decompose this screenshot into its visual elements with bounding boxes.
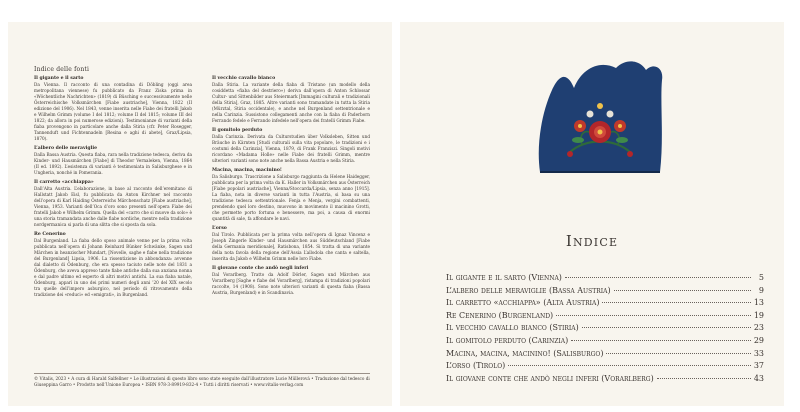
source-entry [212,168,370,222]
left-page [8,22,392,406]
toc-leader [565,277,751,278]
sources-column-2 [212,76,370,300]
toc-row [446,349,764,362]
source-entry [212,76,370,124]
hat-shape [539,61,663,172]
toc-row [446,374,764,387]
toc-leader [556,315,751,316]
toc-entry-title: Il gigante e il sarto (Vienna) [446,273,562,282]
toc-page-number: 19 [753,310,764,320]
toc-page-number: 9 [758,285,764,295]
source-title: Il gomitolo perduto [212,128,263,133]
source-entry [212,266,370,296]
toc-row [446,361,764,374]
source-entry [34,76,192,142]
source-entry [34,180,192,228]
toc-page-number: 23 [753,323,764,333]
source-entry [34,146,192,176]
sources-heading: Indice delle fonti [34,66,90,73]
toc-entry-title: L’albero delle meraviglie (Bassa Austria) [446,285,611,295]
table-of-contents [446,273,764,386]
toc-entry-title: Il gomitolo perduto (Carinzia) [446,335,569,345]
source-text: Dalla Stiria. La variante della fiaba di Tristano (un modello della cosiddetta «fiaba del destriero») deriva dall’opera di Anton Schlossar Cultur- und Sittenbilder aus Steiermark [Immagini culturali e tradizionali della Stiria], Graz, 1885. Altre varianti sono tramandate in tutta la Stiria (Mürztal, Stiria occidentale), e anche nel Burgenland settentrionale e nella Carinzia. Sussistono collegamenti anche con la fiaba di Paderborn Ferrando fedele e Ferrando infedele nell’opera dei fratelli Grimm Fiabe. [212,82,370,123]
source-title: L’albero delle meraviglie [34,146,98,151]
toc-row [446,286,764,299]
toc-entry-title: Il carretto «acchiappa» (Alta Austria) [446,298,600,308]
source-text: Da Vienna. Il racconto di una contadina di Döbling (oggi area metropolitana viennese) fu pubblicato da Franz Ziska prima in «Wöchentliche Nachrichten» (1819) di Büsching e successivamente nelle Österreichische Volksmärchen [Fiabe austriache], Vienna, 1822 (II edizione del 1906). Nel 1843, venne inserita nelle Fiabe dei fratelli Jakob e Wilhelm Grimm (volume I del 1812; volume II del 1815; volume III del 1822; da allora in poi numerose edizioni). Testimonianze di varianti della fiaba provengono in particolare anche dalla Stiria (cfr. Peter Rosegger, Tannenduft und Fichtennadeln [Resina e aghi di abete], Graz/Lipsia, 1870). [34,82,192,141]
right-page [400,22,784,406]
toc-leader [571,340,751,341]
toc-leader [657,378,751,379]
source-text: Da Salisburgo. Trascrizione a Salisburgo raggiunta da Helene Haidegger, pubblicata per la prima volta da K. Haller in Volksmärchen aus Österreich [Fiabe popolari austriache], Vienna/Stoccarda/Lipsia, senza anno [1915]. La fiaba, nota in diverse varianti in tutta l’Austria, si basa su una tradizione tedesca settentrionale. Fenja e Menja, vergini combattenti, prendendo quel loro destino, muovono in movimento il macinino Grotti, che permette porto fortuna e benessere, ma poi, a causa di enormi quantità di sale, fa affondare le navi. [212,174,370,221]
sources-columns [34,76,374,366]
source-text: Dal Tirolo. Pubblicata per la prima volta nell’opera di Ignaz Vincenz e Joseph Zingerle Kinder- und Hausmärchen aus Süddeutschland [Fiabe della Germania meridionale], Ratisbona, 1854. Si tratta di una variante della nota favola della regione dell’Assia L’allodola che canta e saltella, inserita da Jakob e Wilhelm Grimm nelle loro Fiabe. [212,232,370,261]
source-text: Dal Burgenland. La fiaba dello sposo animale venne per la prima volta pubblicata nell’opera di Johann Reinhard Bünker Schwänke, Sagen und Märchen in heanzischer Mundart, [Novelle, saghe e fiabe nella tradizione del Burgenland] Lipsia, 1906. La rissentizione in abbondanza: avvenne dal dialetto di Ödenburg, che era spesso taciuto nelle note del 1831 a Ödenburg, che aveva appreso tante fiabe antiche dalla sua anziana nonna e dal padre ultimo ed esperto di altri motivi antichi. La sua fiaba natale, Ödenburg, apparì in uno dei primi numeri degli anni ’20 del XIX secolo tra quelle dell’impero asburgico, nel periodo di ritrovamento della tradizione dei «reduci» ed «emigrati», in Burgenland. [34,238,192,297]
source-entry [212,128,370,164]
source-title: Il gigante e il sarto [34,76,84,81]
toc-row [446,336,764,349]
toc-entry-title: Il vecchio cavallo bianco (Stiria) [446,323,579,333]
index-title: Indice [565,232,619,250]
toc-page-number: 13 [753,298,764,308]
source-text: Dall’Alta Austria. L’elaborazione, in base al racconto dell’eremitano di Hallstatt Jakob Eisl, fu pubblicata da Anton Kirchner nel racconto dell’opera di Karl Haiding Österreichs Märchenschatz [Fiabe austriache], Vienna, 1953. Varianti dell’Oca d’oro sono presenti nell’opera Fiabe dei fratelli Jakob e Wilhelm Grimm. Quella del «carro che si muove da solo» è una storia tramandata anche dalle fiabe nordiche, mentre nella tradizione nordgermanica si parla di una slitta che si sposta da sola. [34,186,192,227]
toc-leader [508,365,751,366]
toc-entry-title: L’orso (Tirolo) [446,361,506,371]
source-text: Dalla Carinzia. Derivata da Culturstudien über Volksleben, Sitten und Bräuche in Kärnten [Studi culturali sulla vita popolare, le tradizioni e i costumi della Carinzia], Vienna, 1879, di Frank Franziszi. Singoli motivi ricordano «Madama Holle» nelle Fiabe dei fratelli Grimm, mentre ulteriori varianti sono note anche nella Bassa Austria e nella Stiria. [212,134,370,163]
source-entry [34,232,192,298]
toc-leader [582,327,751,328]
source-entry [212,226,370,262]
source-text: Dalla Bassa Austria. Questa fiaba, rara nella tradizione tedesca, deriva da Kinder- und Hausmärchen [Fiabe] di Theodor Vernaleken, Vienna, 1864 (II ed. 1892). L’esistenza di varianti è testimoniata in Salisburghese e in Ungheria, nonché in Pomerania. [34,152,192,175]
toc-row [446,311,764,324]
source-title: Il carretto «acchiappa» [34,180,94,185]
toc-leader [602,302,750,303]
hat-illustration [530,54,670,178]
toc-entry-title: Il giovane conte che andò negli inferi (Vorarlberg) [446,373,654,383]
toc-leader [606,353,750,354]
toc-leader [614,290,751,291]
toc-page-number: 5 [758,273,764,282]
toc-page-number: 29 [753,335,764,345]
source-title: L’orso [212,226,227,231]
toc-page-number: 43 [753,373,764,383]
toc-page-number: 33 [753,348,764,358]
source-text: Dal Vorarlberg. Tratto da Adolf Dörler, Sagen und Märchen aus Vorarlberg [Saghe e fiabe del Vorarlberg], ristampa di tradizioni popolari raccolte, 14 (1908). Sono note ulteriori varianti di questa fiaba (Bassa Austria, Burgenland) e in Scandinavia. [212,272,370,295]
toc-entry-title: Macina, macina, macinino! (Salisburgo) [446,348,604,358]
colophon: © Vitalis, 2023 • A cura di Harald Salfellner • Le illustrazioni di questo libro sono state eseguite dall’illustratore Lucie Müllerová • Traduzione dal tedesco di Giuseppina Garro • Prodotto nell’Unione Europea • ISBN 978-3-89919-832-4 • Tutti i diritti riservati • www.vitalis-verlag.com [34,373,370,388]
toc-row [446,298,764,311]
toc-row [446,273,764,286]
source-title: Il vecchio cavallo bianco [212,76,276,81]
source-title: Re Cenerino [34,232,66,237]
sources-column-1 [34,76,192,302]
source-title: Macina, macina, macinino! [212,168,282,173]
toc-page-number: 37 [753,361,764,371]
source-title: Il giovane conte che andò negli inferi [212,266,309,271]
toc-entry-title: Re Cenerino (Burgenland) [446,310,554,320]
toc-row [446,323,764,336]
